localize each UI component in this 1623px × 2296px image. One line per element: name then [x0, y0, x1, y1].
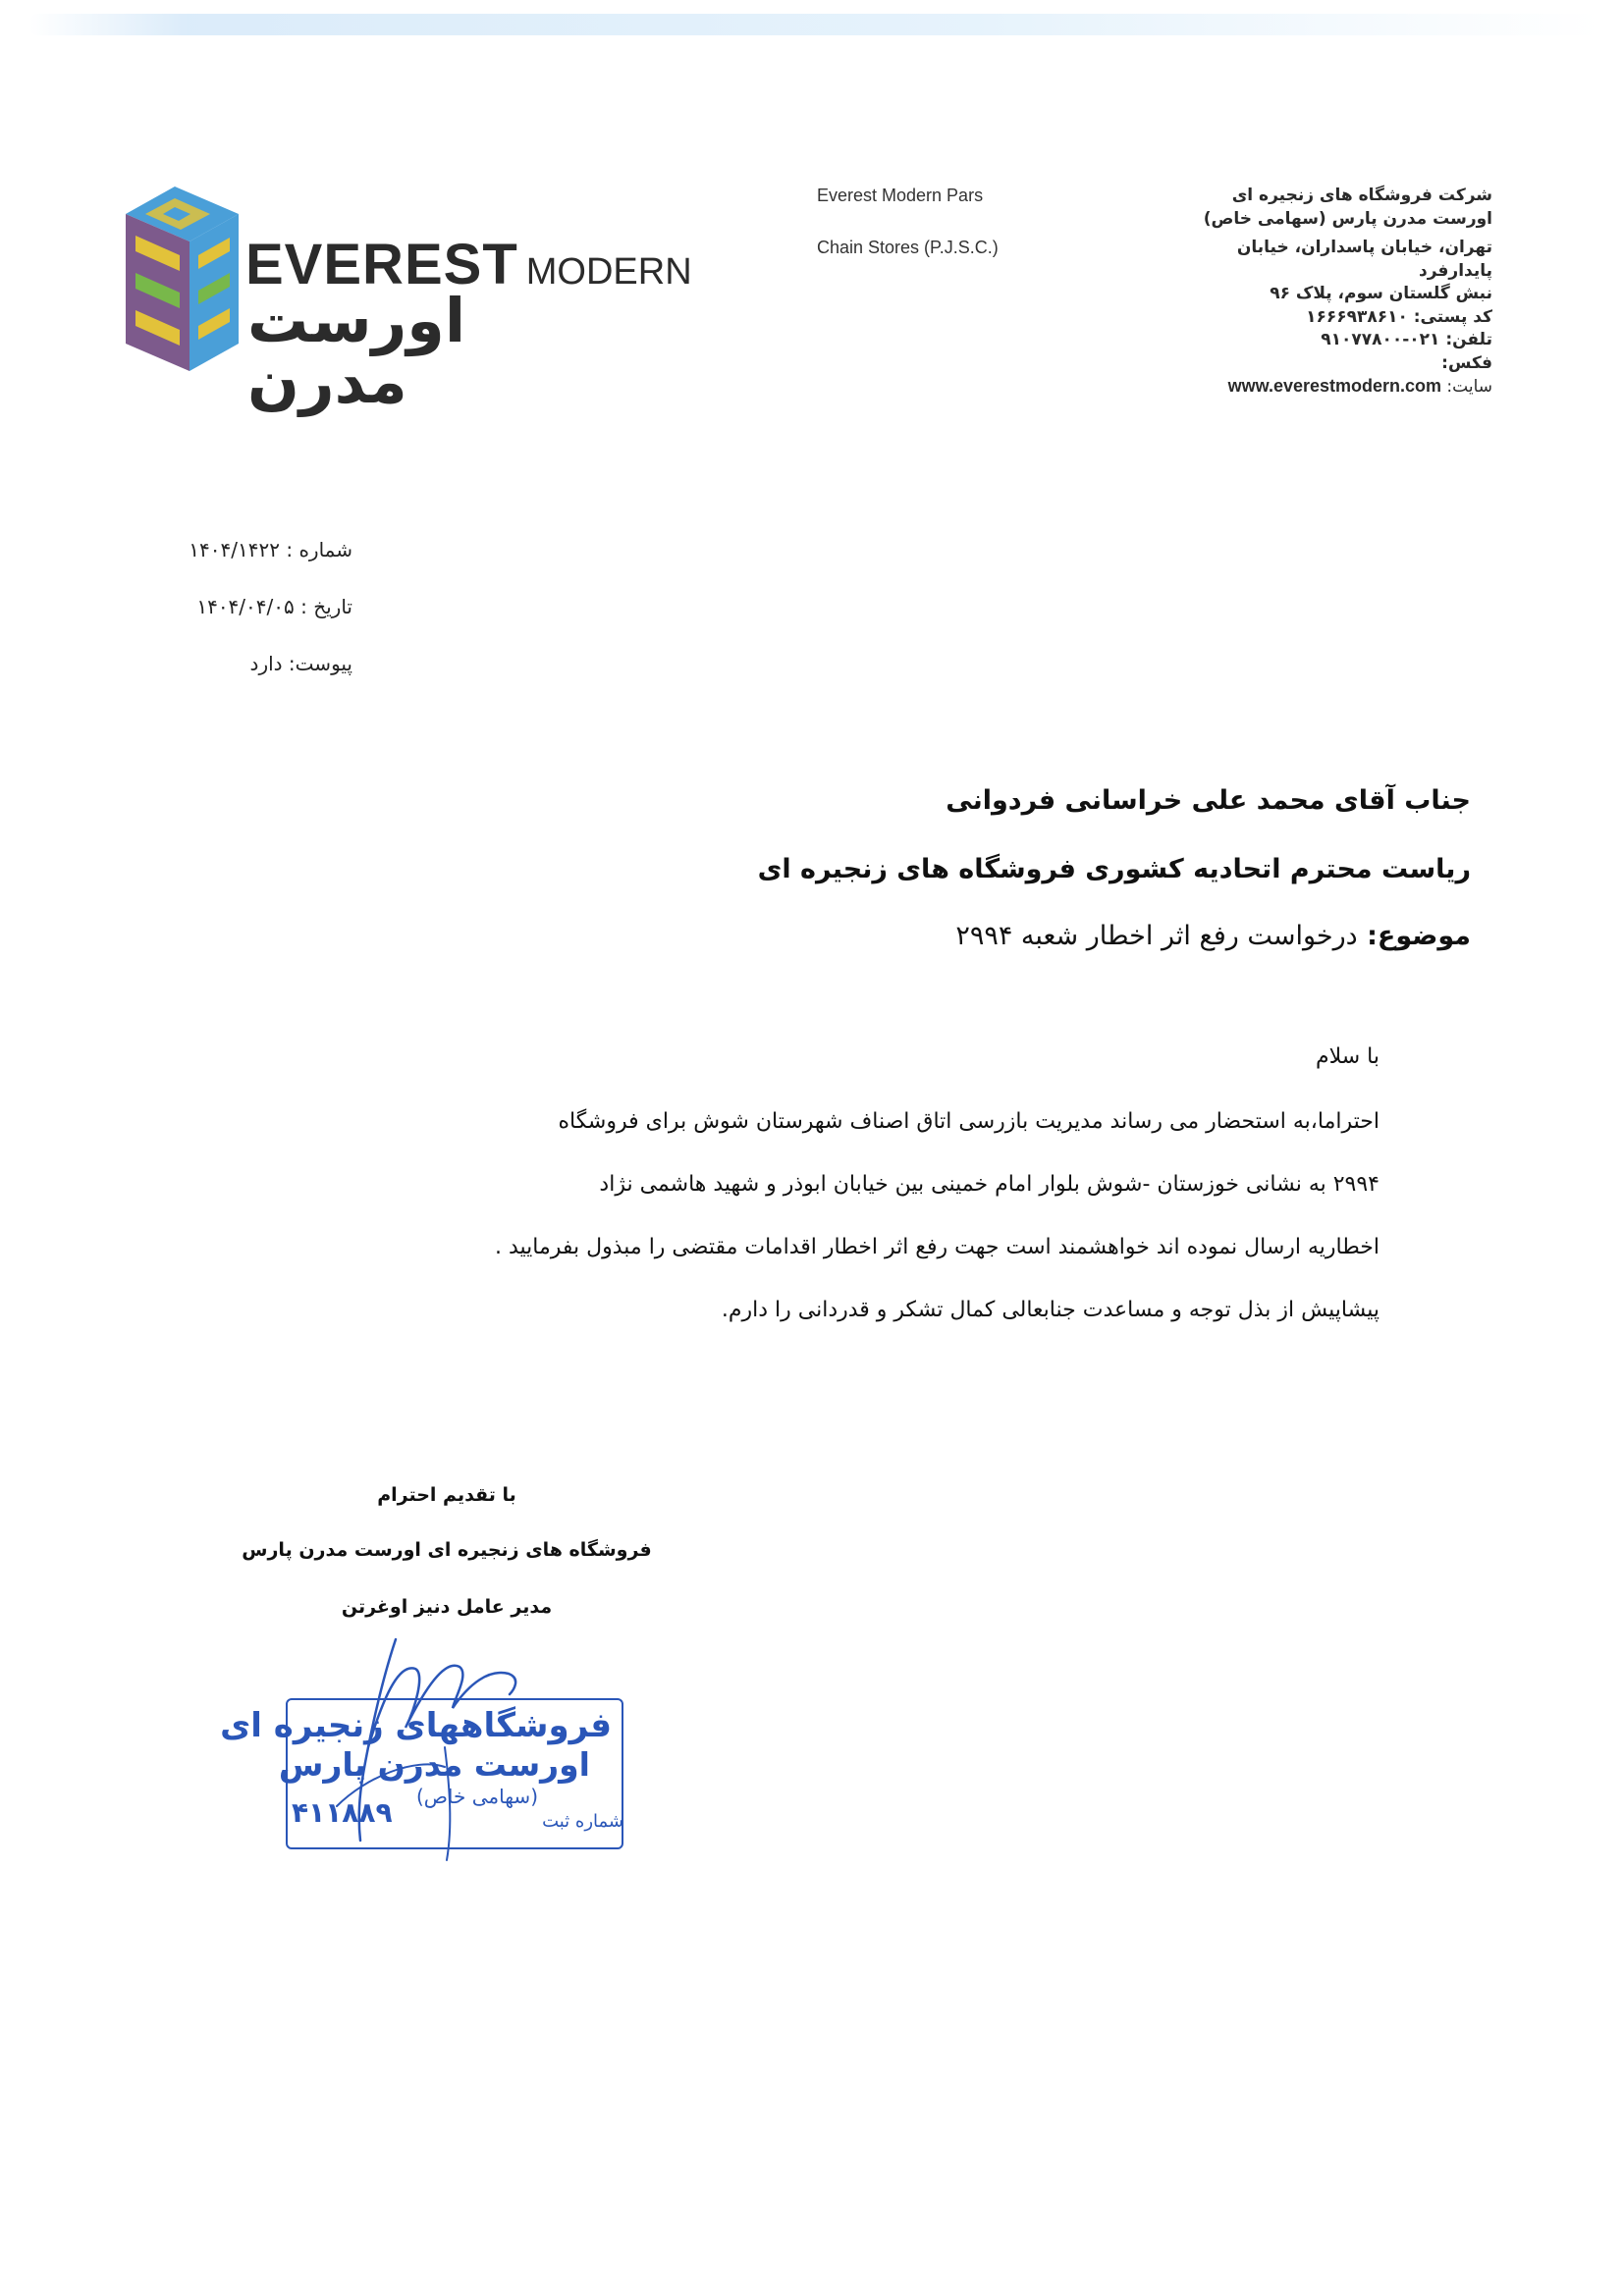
logo-brand-en: EVEREST [245, 233, 518, 296]
letter-number: شماره : ۱۴۰۴/۱۴۲۲ [189, 538, 352, 561]
site-label: سایت: [1446, 377, 1492, 397]
logo-brand-fa: اورست مدرن [247, 285, 466, 417]
company-en-line1: Everest Modern Pars [817, 186, 984, 205]
closing-signatory: مدیر عامل دنیز اوغرتن [341, 1596, 553, 1618]
company-phone: تلفن: ۰۲۱-۹۱۰۷۷۸۰۰ [1321, 330, 1492, 349]
company-site [1168, 375, 1492, 400]
stamp-reg-number: ۴۱۱۸۸۹ [292, 1796, 393, 1829]
letter-reference [58, 538, 352, 709]
letter-attachment: پیوست: دارد [249, 652, 352, 675]
subject-text: درخواست رفع اثر اخطار شعبه ۲۹۹۴ [955, 921, 1358, 951]
site-url: www.everestmodern.com [1227, 376, 1442, 396]
company-postal: کد پستی: ۱۶۶۶۹۳۸۶۱۰ [1306, 306, 1492, 327]
addressee-name: جناب آقای محمد علی خراسانی فردوانی [946, 785, 1471, 816]
company-stamp [220, 1629, 631, 1875]
body-greeting: با سلام [1315, 1044, 1380, 1069]
stamp-line3: (سهامی خاص) [415, 1785, 538, 1808]
signature-icon [278, 1629, 631, 1875]
logo-brand-en-suffix: MODERN [525, 251, 692, 293]
company-address2: نبش گلستان سوم، پلاک ۹۶ [1270, 284, 1492, 303]
company-en-line2: Chain Stores (P.J.S.C.) [817, 238, 999, 257]
closing-regards: با تقدیم احترام [377, 1484, 516, 1506]
company-info-fa [1168, 185, 1492, 400]
company-address1: تهران، خیابان پاسداران، خیابان پایدارفرد [1236, 238, 1492, 281]
company-fa-line2: اورست مدرن پارس (سهامی خاص) [1203, 208, 1492, 229]
body-line: اخطاریه ارسال نموده اند خواهشمند است جهت رفع اثر اخطار اقدامات مقتضی را مبذول بفرمایید . [494, 1235, 1380, 1259]
subject-label: موضوع: [1367, 921, 1471, 951]
body-line: پیشاپیش از بذل توجه و مساعدت جنابعالی کمال تشکر و قدردانی را دارم. [721, 1298, 1380, 1322]
everest-cube-logo-icon [116, 175, 243, 381]
company-logo [116, 175, 692, 417]
closing-company: فروشگاه های زنجیره ای اورست مدرن پارس [242, 1539, 652, 1561]
stamp-line2: اورست مدرن پارس [278, 1745, 590, 1784]
scan-artifact [29, 14, 1600, 35]
stamp-line1: فروشگاههای زنجیره ای [220, 1706, 612, 1745]
letter-date: تاریخ : ۱۴۰۴/۰۴/۰۵ [196, 595, 352, 618]
letter-subject [955, 921, 1471, 951]
company-name-en [817, 187, 1062, 291]
company-fax: فکس: [1441, 352, 1492, 373]
addressee-position: ریاست محترم اتحادیه کشوری فروشگاه های زنجیره ای [757, 854, 1471, 884]
stamp-reg-label: شماره ثبت [542, 1811, 623, 1832]
body-line: ۲۹۹۴ به نشانی خوزستان -شوش بلوار امام خمینی بین خیابان ابوذر و شهید هاشمی نژاد [599, 1172, 1380, 1197]
body-line: احتراما،به استحضار می رساند مدیریت بازرسی اتاق اصناف شهرستان شوش برای فروشگاه [558, 1109, 1380, 1134]
company-fa-line1: شرکت فروشگاه های زنجیره ای [1231, 186, 1492, 205]
